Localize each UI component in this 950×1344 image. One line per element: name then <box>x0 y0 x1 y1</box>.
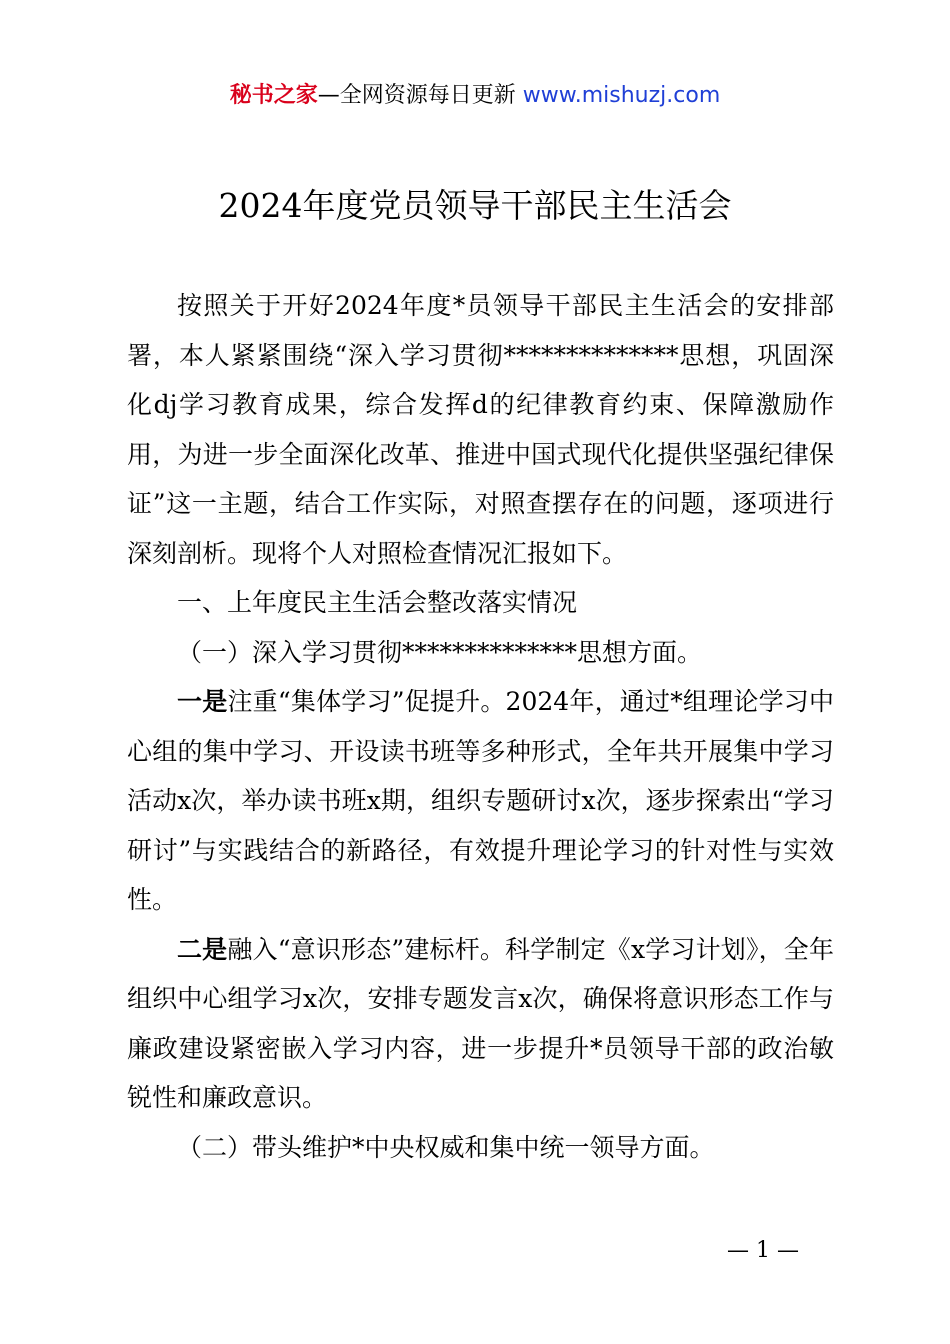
site-banner <box>0 80 950 112</box>
subsection-heading <box>127 1123 834 1173</box>
paragraph-text: 一、上年度民主生活会整改落实情况 <box>177 588 578 617</box>
paragraph-lead: 一是 <box>177 687 228 716</box>
paragraph <box>127 677 834 925</box>
paragraph-text: 按照关于开好2024年度*员领导干部民主生活会的安排部署，本人紧紧围绕“深入学习贯彻**************思想，巩固深化dj学习教育成果，综合发挥d的纪律教育约束、保障激励作用，为进一步全面深化改革、推进中国式现代化提供坚强纪律保证”这一主题，结合工作实际，对照查摆存在的问题，逐项进行深刻剖析。现将个人对照检查情况汇报如下。 <box>127 291 834 568</box>
banner-brand: 秘书之家 <box>229 83 318 108</box>
section-heading <box>127 578 834 628</box>
banner-url-link[interactable]: www.mishuzj.com <box>522 83 721 108</box>
paragraph-lead: 二是 <box>177 934 228 964</box>
paragraph-text: 融入“意识形态”建标杆。科学制定《x学习计划》，全年组织中心组学习x次，安排专题发言x次，确保将意识形态工作与廉政建设紧密嵌入学习内容，进一步提升*员领导干部的政治敏锐性和廉政意识。 <box>127 934 834 1112</box>
paragraph-text: （一）深入学习贯彻**************思想方面。 <box>177 637 703 667</box>
banner-tagline: —全网资源每日更新 <box>317 83 523 108</box>
document-body <box>127 281 834 1172</box>
paragraph <box>127 281 834 578</box>
paragraph-text: 注重“集体学习”促提升。2024年，通过*组理论学习中心组的集中学习、开设读书班等多种形式，全年共开展集中学习活动x次，举办读书班x期，组织专题研讨x次，逐步探索出“学习研讨”与实践结合的新路径，有效提升理论学习的针对性与实效性。 <box>127 687 834 914</box>
document-title: 2024年度党员领导干部民主生活会 <box>218 186 732 225</box>
paragraph-text: （二）带头维护*中央权威和集中统一领导方面。 <box>177 1132 715 1162</box>
page-number: — 1 — <box>727 1238 799 1263</box>
paragraph <box>127 925 834 1123</box>
subsection-heading <box>127 628 834 678</box>
